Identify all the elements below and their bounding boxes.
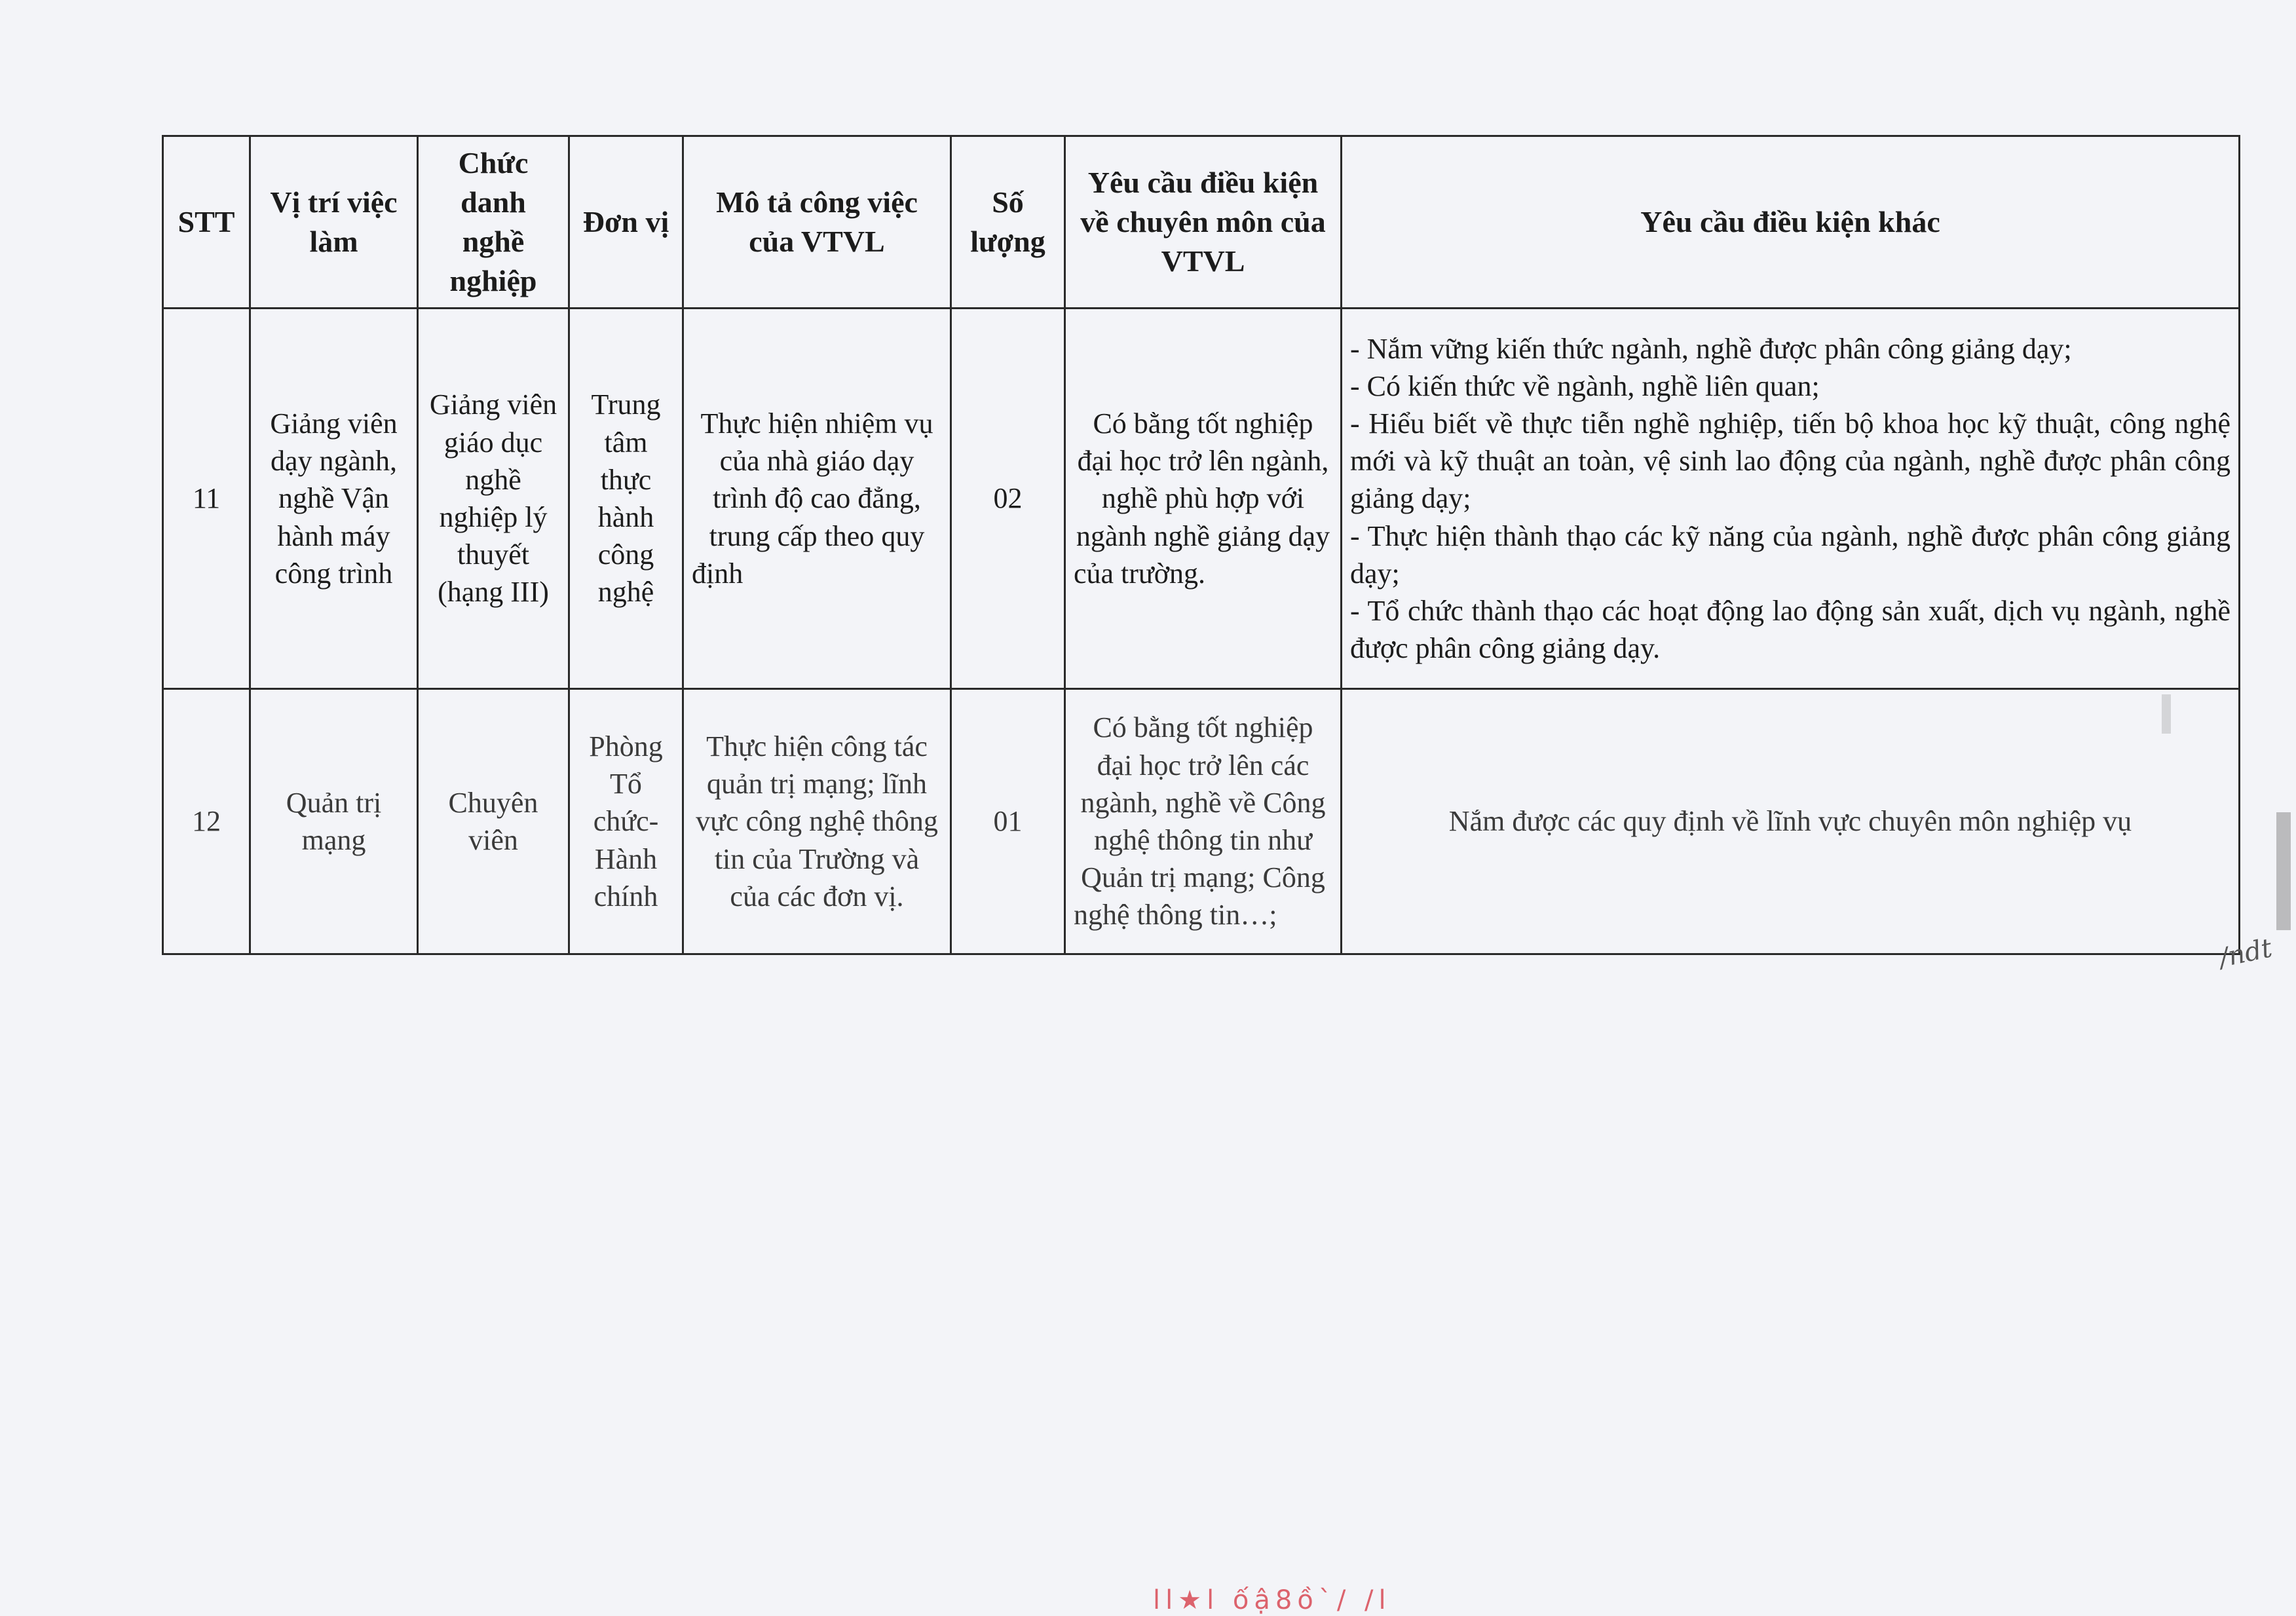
header-stt: STT <box>163 136 250 309</box>
cell-stt: 11 <box>163 309 250 689</box>
cell-position: Quản trị mạng <box>250 689 418 954</box>
header-unit: Đơn vị <box>569 136 683 309</box>
cell-other-req <box>1342 309 2240 689</box>
requirement-line: - Thực hiện thành thạo các kỹ năng của ngành, nghề được phân công giảng dạy; <box>1350 519 2230 590</box>
table-row <box>163 309 2240 689</box>
cell-title: Giảng viên giáo dục nghề nghiệp lý thuyết (hạng III) <box>418 309 569 689</box>
cell-unit: Phòng Tổ chức-Hành chính <box>569 689 683 954</box>
header-other-req: Yêu cầu điều kiện khác <box>1342 136 2240 309</box>
header-description: Mô tả công việc của VTVL <box>683 136 951 309</box>
cell-quantity: 02 <box>951 309 1065 689</box>
red-stamp-fragment: ll★l ốậ8ồ`/ /l <box>1153 1585 1391 1615</box>
job-positions-table <box>162 135 2240 955</box>
cell-position: Giảng viên dạy ngành, nghề Vận hành máy công trình <box>250 309 418 689</box>
header-professional-req: Yêu cầu điều kiện về chuyên môn của VTVL <box>1065 136 1342 309</box>
requirement-line: - Tổ chức thành thạo các hoạt động lao động sản xuất, dịch vụ ngành, nghề được phân công giảng dạy. <box>1350 594 2230 665</box>
table-header-row <box>163 136 2240 309</box>
requirement-line: - Có kiến thức về ngành, nghề liên quan; <box>1350 369 1820 402</box>
scan-edge-mark <box>2276 812 2291 930</box>
requirement-line: - Hiểu biết về thực tiễn nghề nghiệp, tiến bộ khoa học kỹ thuật, công nghệ mới và kỹ thuật an toàn, vệ sinh lao động của ngành, nghề được phân công giảng dạy; <box>1350 407 2230 515</box>
cell-description: Thực hiện công tác quản trị mạng; lĩnh vực công nghệ thông tin của Trường và của các đơn vị. <box>683 689 951 954</box>
header-title: Chức danh nghề nghiệp <box>418 136 569 309</box>
scan-edge-mark <box>2162 694 2171 734</box>
header-position: Vị trí việc làm <box>250 136 418 309</box>
cell-unit: Trung tâm thực hành công nghệ <box>569 309 683 689</box>
table-row <box>163 689 2240 954</box>
cell-description: Thực hiện nhiệm vụ của nhà giáo dạy trình độ cao đẳng, trung cấp theo quy định <box>683 309 951 689</box>
cell-quantity: 01 <box>951 689 1065 954</box>
cell-stt: 12 <box>163 689 250 954</box>
cell-other-req: Nắm được các quy định về lĩnh vực chuyên môn nghiệp vụ <box>1342 689 2240 954</box>
signature-initials: /ndt <box>2216 933 2275 974</box>
cell-professional-req: Có bằng tốt nghiệp đại học trở lên các ngành, nghề về Công nghệ thông tin như Quản trị mạng; Công nghệ thông tin…; <box>1065 689 1342 954</box>
requirement-line: - Nắm vững kiến thức ngành, nghề được phân công giảng dạy; <box>1350 332 2072 365</box>
cell-professional-req: Có bằng tốt nghiệp đại học trở lên ngành, nghề phù hợp với ngành nghề giảng dạy của trường. <box>1065 309 1342 689</box>
header-quantity: Số lượng <box>951 136 1065 309</box>
cell-title: Chuyên viên <box>418 689 569 954</box>
